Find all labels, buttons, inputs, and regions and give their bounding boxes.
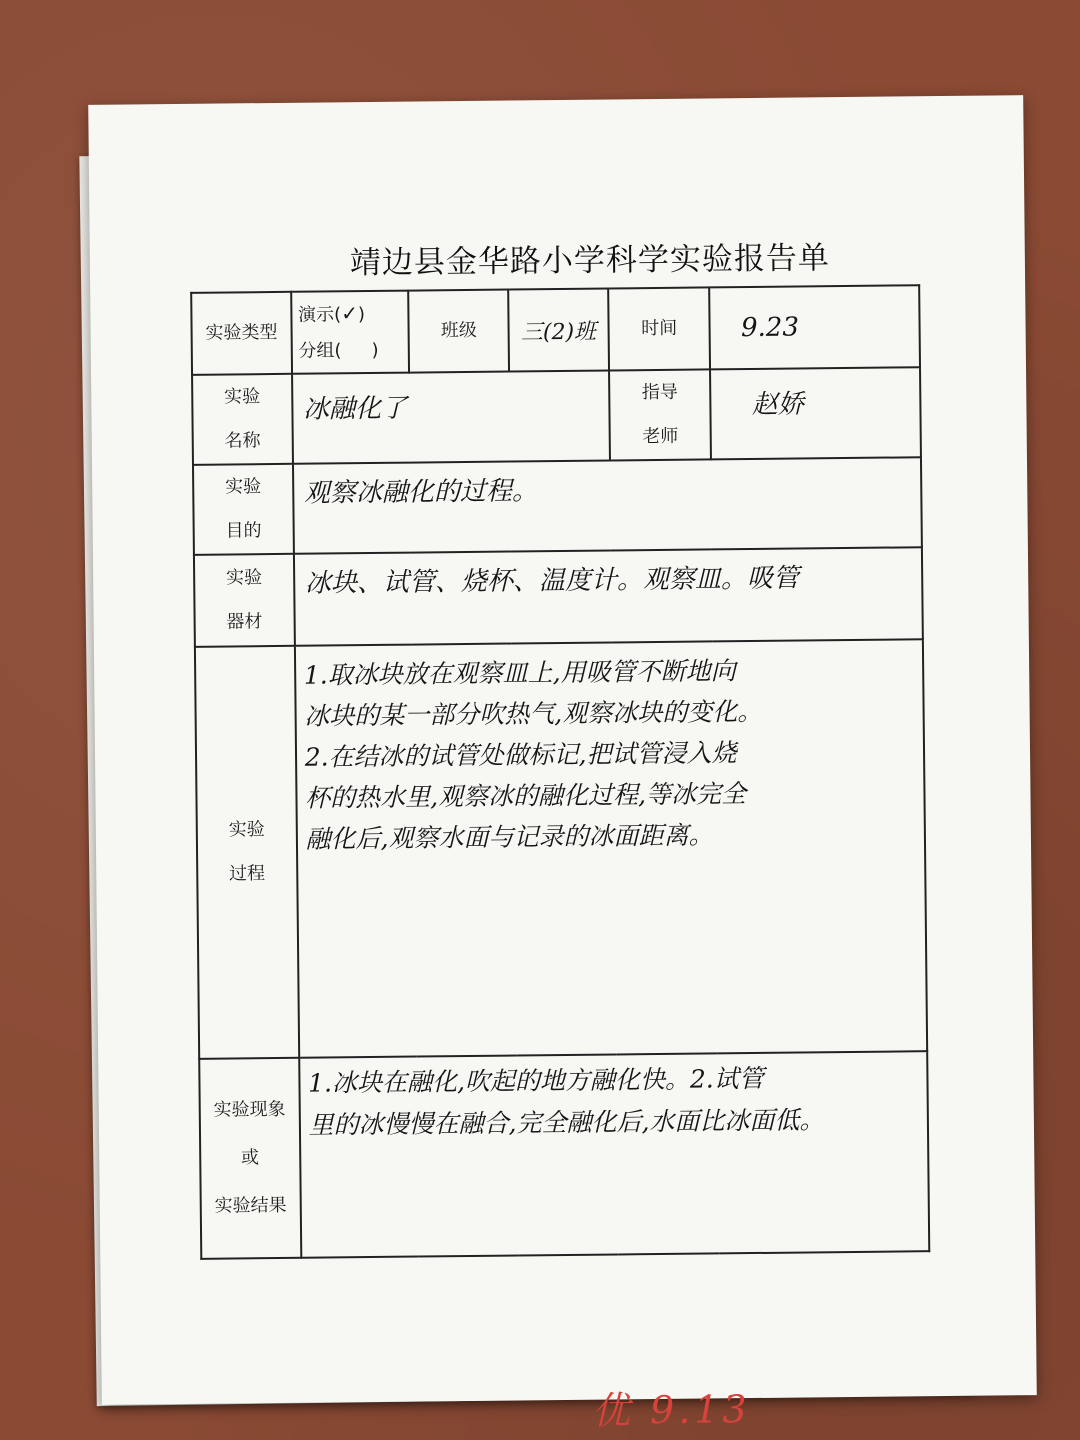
teacher-label-cell [609,369,712,460]
process-line: 融化后,观察水面与记录的冰面距离。 [305,820,714,854]
process-line: 2.在结冰的试管处做标记,把试管浸入烧 [304,738,737,772]
time-label: 时间 [641,317,678,340]
row-experiment-type [191,285,920,375]
process-label-line2: 过程 [228,863,266,885]
group-label: 分组( [298,340,342,362]
row-experiment-purpose [193,457,922,555]
experiment-name-label-cell [192,374,293,465]
purpose-value-cell [293,457,922,554]
result-line: 里的冰慢慢在融合,完全融化后,水面比冰面低。 [308,1105,825,1140]
process-value-cell [295,639,928,1058]
experiment-name-value: 冰融化了 [302,393,408,425]
process-label-cell [195,646,299,1059]
class-label-cell [409,290,510,373]
row-experiment-process [195,639,927,1059]
experiment-name-value-cell [292,370,610,463]
grade-mark: 优 [591,1388,635,1433]
experiment-type-label: 实验类型 [205,321,278,344]
materials-value: 冰块、试管、烧杯、温度计。观察皿。吸管 [304,563,800,599]
teacher-label-line1: 指导 [641,381,678,404]
teacher-grade-mark [592,1378,751,1435]
result-label-line2: 或 [240,1147,260,1169]
materials-value-cell [294,547,923,646]
demo-close: ) [357,304,366,326]
materials-label-line1: 实验 [225,567,263,589]
group-close: ) [371,339,379,361]
demo-check-mark: ✓ [340,301,359,326]
class-value-cell [508,288,609,371]
demo-option [292,295,408,334]
materials-label-line2: 器材 [226,611,263,633]
experiment-type-options-cell [291,291,410,374]
grade-date: 9.13 [649,1387,751,1433]
result-value-cell [299,1051,929,1258]
result-line: 1.冰块在融化,吹起的地方融化快。2.试管 [307,1063,764,1098]
time-value-cell [710,285,920,369]
experiment-type-label-cell [191,292,292,375]
process-line: 1.取冰块放在观察皿上,用吸管不断地向 [303,656,736,690]
teacher-signature: 赵娇 [751,389,805,420]
row-experiment-materials [194,547,923,647]
experiment-name-label-line2: 名称 [224,430,261,452]
purpose-label-line1: 实验 [224,476,262,498]
materials-label-cell [194,554,295,647]
result-label-line1: 实验现象 [213,1098,286,1121]
experiment-name-label-line1: 实验 [224,386,261,408]
teacher-label-line2: 老师 [642,425,679,448]
purpose-value: 观察冰融化的过程。 [303,476,539,509]
process-line: 冰块的某一部分吹热气,观察冰块的变化。 [304,696,763,731]
class-label: 班级 [440,319,477,342]
time-value: 9.23 [740,312,800,344]
group-option [292,333,408,370]
result-label-cell [199,1058,301,1259]
row-experiment-result [199,1051,929,1259]
teacher-value-cell [710,367,920,459]
paper-sheet [88,95,1037,1433]
time-label-cell [608,287,711,370]
process-text [296,640,925,860]
document-title: 靖边县金华路小学科学实验报告单 [349,240,831,282]
purpose-label-cell [193,464,294,555]
process-line: 杯的热水里,观察冰的融化过程,等冰完全 [305,779,747,813]
result-text [300,1052,927,1147]
purpose-label-line2: 目的 [225,520,262,542]
row-experiment-name [192,367,921,465]
result-label-line3: 实验结果 [214,1194,287,1217]
class-value: 三(2)班 [520,319,597,345]
report-table [190,284,930,1260]
process-label-line1: 实验 [228,819,265,841]
demo-label: 演示( [297,304,342,326]
